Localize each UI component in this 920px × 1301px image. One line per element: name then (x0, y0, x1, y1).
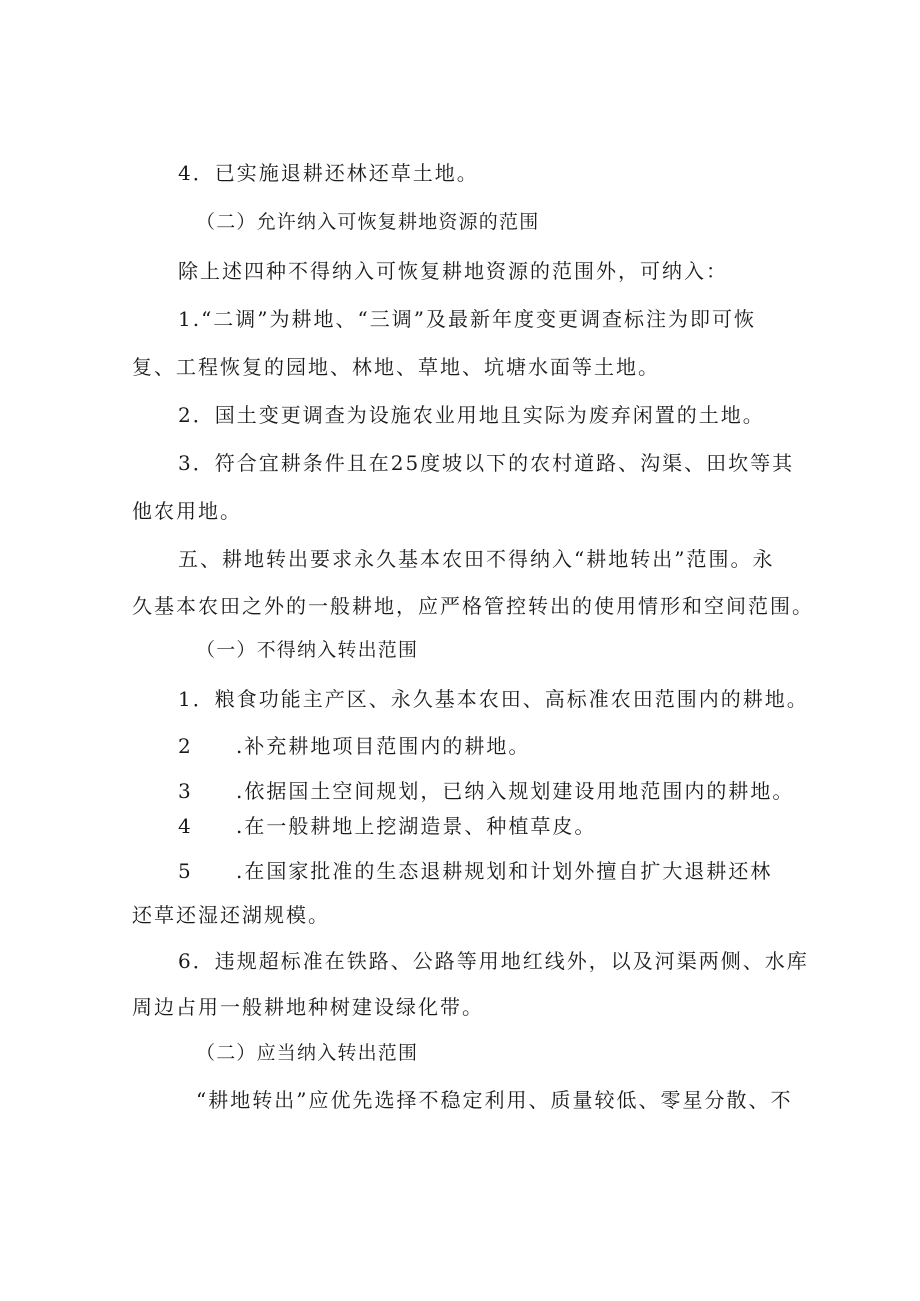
paragraph-line: 4．已实施退耕还林还草土地。 (178, 161, 479, 185)
paragraph-line: 除上述四种不得纳入可恢复耕地资源的范围外，可纳入： (178, 259, 728, 283)
section-heading: （二）应当纳入转出范围 (196, 1042, 419, 1064)
section-heading: （二）允许纳入可恢复耕地资源的范围 (196, 211, 540, 233)
paragraph-line: .依据国土空间规划，已纳入规划建设用地范围内的耕地。 (236, 779, 795, 803)
paragraph-line: 复、工程恢复的园地、林地、草地、坑塘水面等土地。 (132, 355, 660, 379)
paragraph-line: 还草还湿还湖规模。 (132, 903, 330, 927)
paragraph-line: 6．违规超标准在铁路、公路等用地红线外，以及河渠两侧、水库 (178, 949, 809, 973)
paragraph-line: .补充耕地项目范围内的耕地。 (236, 734, 531, 758)
item-number: 3 (178, 779, 191, 803)
paragraph-line: .在一般耕地上挖湖造景、种植草皮。 (236, 814, 597, 838)
paragraph-line: 3．符合宜耕条件且在25度坡以下的农村道路、沟渠、田坎等其 (178, 451, 795, 475)
paragraph-line: 1．粮食功能主产区、永久基本农田、高标准农田范围内的耕地。 (178, 687, 809, 711)
paragraph-line: “耕地转出”应优先选择不稳定利用、质量较低、零星分散、不 (196, 1088, 793, 1112)
item-number: 2 (178, 734, 191, 758)
item-number: 5 (178, 859, 191, 883)
paragraph-line: 2．国土变更调查为设施农业用地且实际为废弃闲置的土地。 (178, 403, 765, 427)
section-heading: （一）不得纳入转出范围 (196, 639, 419, 661)
paragraph-line: .在国家批准的生态退耕规划和计划外擅自扩大退耕还林 (236, 859, 773, 883)
paragraph-line: 1.“二调”为耕地、“三调”及最新年度变更调查标注为即可恢 (178, 307, 756, 331)
paragraph-line: 五、耕地转出要求永久基本农田不得纳入“耕地转出”范围。永 (178, 547, 775, 571)
paragraph-line: 周边占用一般耕地种树建设绿化带。 (132, 995, 484, 1019)
item-number: 4 (178, 814, 191, 838)
paragraph-line: 他农用地。 (132, 499, 242, 523)
paragraph-line: 久基本农田之外的一般耕地，应严格管控转出的使用情形和空间范围。 (132, 594, 814, 618)
